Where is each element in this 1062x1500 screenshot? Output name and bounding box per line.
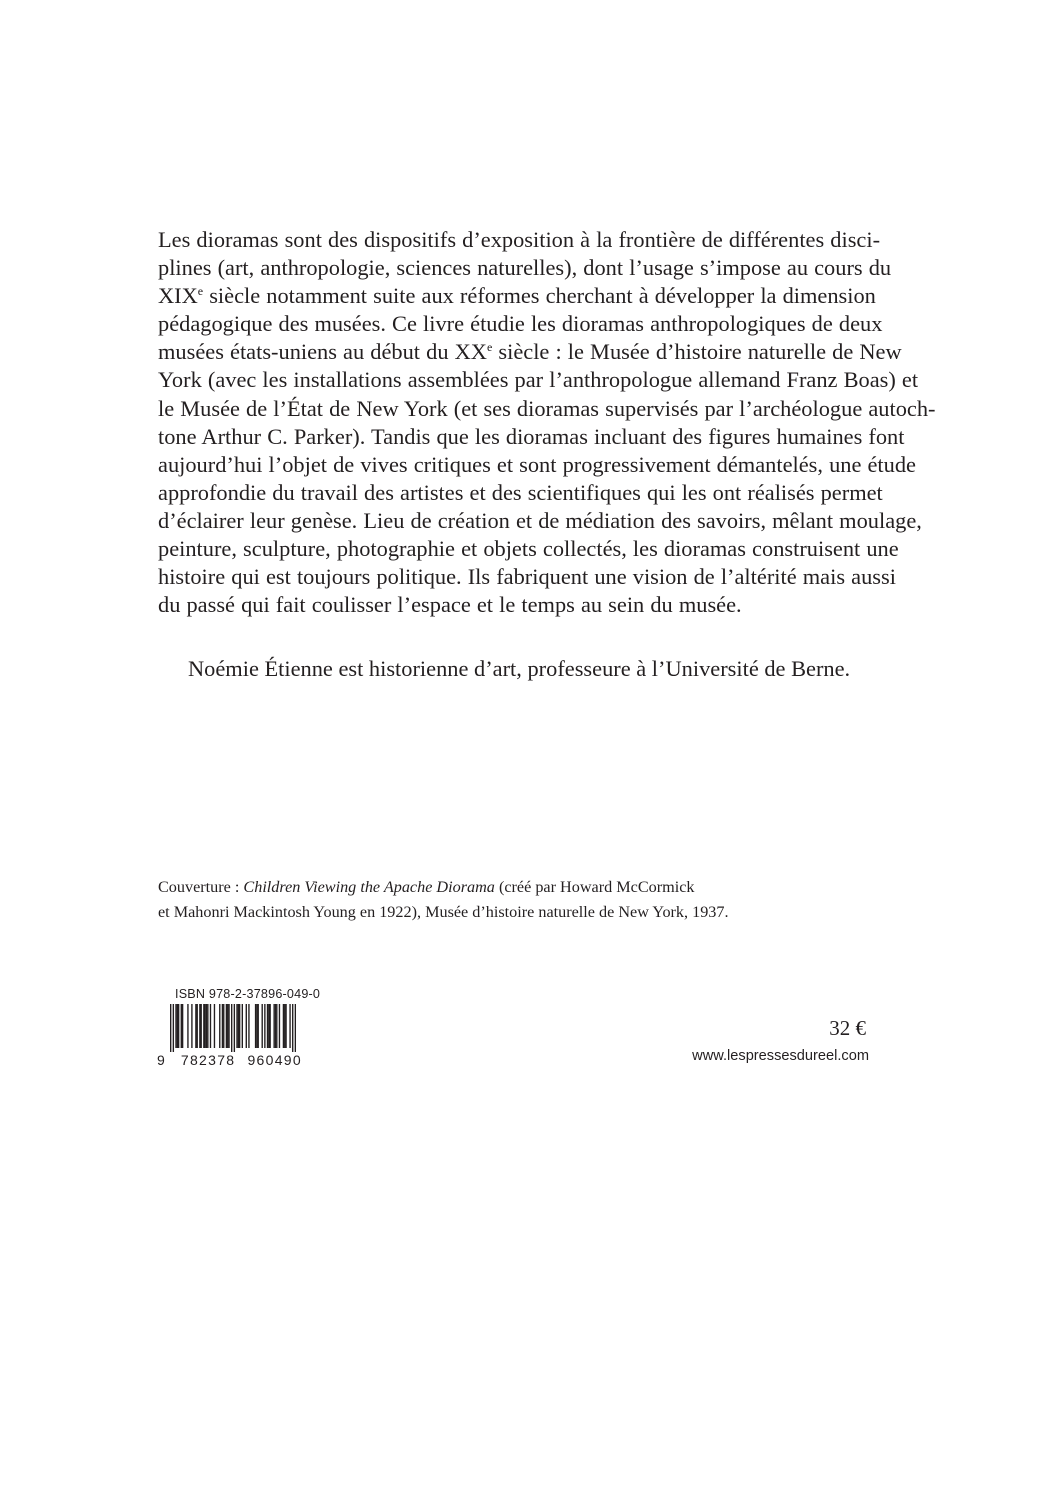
barcode-bar [219, 1004, 220, 1048]
barcode-bar [223, 1004, 224, 1048]
summary-line: musées états-uniens au début du XXe siècle : le Musée d’histoire naturelle de New [158, 339, 902, 365]
summary-line: approfondie du travail des artistes et des scientifiques qui les ont réalisés permet [158, 479, 883, 505]
summary-line: du passé qui fait coulisser l’espace et le temps au sein du musée. [158, 592, 742, 618]
barcode-bar [182, 1004, 183, 1048]
summary-line: peinture, sculpture, photographie et objets collectés, les dioramas construisent une [158, 536, 899, 562]
barcode-bar [227, 1004, 228, 1048]
summary-line: tone Arthur C. Parker). Tandis que les dioramas incluant des figures humaines font [158, 423, 905, 449]
barcode-bar [206, 1004, 207, 1048]
barcode-bar [234, 1004, 235, 1052]
barcode-bar [210, 1004, 211, 1048]
cover-credit-line: et Mahonri Mackintosh Young en 1922), Musée d’histoire naturelle de New York, 1937. [158, 903, 729, 921]
barcode-bar [283, 1004, 284, 1048]
barcode [170, 1004, 296, 1052]
barcode-bar [242, 1004, 243, 1048]
cover-credit [158, 875, 878, 925]
barcode-bar [231, 1004, 232, 1052]
barcode-bar [199, 1004, 200, 1048]
barcode-bar [238, 1004, 239, 1048]
barcode-digits [157, 1052, 302, 1068]
barcode-bar [203, 1004, 204, 1048]
barcode-bar [262, 1004, 263, 1048]
summary-line: d’éclairer leur genèse. Lieu de création et de médiation des savoirs, mêlant moulage, [158, 507, 922, 533]
barcode-bar [269, 1004, 270, 1048]
barcode-bar [197, 1004, 198, 1048]
barcode-bar [264, 1004, 265, 1048]
barcode-bar [170, 1004, 171, 1052]
isbn-label: ISBN 978-2-37896-049-0 [175, 987, 321, 1001]
cover-work-title: Children Viewing the Apache Diorama [243, 878, 495, 896]
barcode-bar [204, 1004, 205, 1048]
barcode-bar [279, 1004, 280, 1048]
barcode-bar [222, 1004, 223, 1048]
cover-credit-line: Couverture : Children Viewing the Apache Diorama (créé par Howard McCormick [158, 878, 695, 896]
summary-line: York (avec les installations assemblées par l’anthropologue allemand Franz Boas) et [158, 367, 919, 393]
summary-line: plines (art, anthropologie, sciences naturelles), dont l’usage s’impose au cours du [158, 255, 892, 281]
barcode-bar [268, 1004, 269, 1048]
barcode-bar [246, 1004, 247, 1048]
barcode-bar [201, 1004, 202, 1048]
barcode-bar [177, 1004, 178, 1048]
barcode-bar [267, 1004, 268, 1048]
barcode-bar [285, 1004, 286, 1048]
summary-line: pédagogique des musées. Ce livre étudie les dioramas anthropologiques de deux [158, 311, 883, 337]
barcode-bar [295, 1004, 296, 1052]
summary-line: aujourd’hui l’objet de vives critiques et sont progressivement démantelés, une étude [158, 451, 916, 477]
price: 32 € [829, 1016, 866, 1040]
summary-line: Les dioramas sont des dispositifs d’exposition à la frontière de différentes disci- [158, 227, 881, 252]
barcode-bar [258, 1004, 259, 1048]
barcode-bar [181, 1004, 182, 1048]
publisher-website: www.lespressesdureel.com [692, 1048, 869, 1064]
barcode-bar [276, 1004, 277, 1048]
barcode-bar [292, 1004, 293, 1052]
summary-line: histoire qui est toujours politique. Ils fabriquent une vision de l’altérité mais aussi [158, 564, 896, 590]
barcode-digit-group-right: 960490 [247, 1052, 302, 1068]
barcode-bar [207, 1004, 208, 1048]
barcode-bar [275, 1004, 276, 1048]
barcode-digit-first: 9 [157, 1052, 165, 1068]
barcode-bar [248, 1004, 249, 1048]
barcode-bar [289, 1004, 290, 1048]
barcode-bar [195, 1004, 196, 1048]
barcode-bar [284, 1004, 285, 1048]
barcode-bar [228, 1004, 229, 1048]
barcode-bar [256, 1004, 257, 1048]
barcode-digit-group-left: 782378 [180, 1052, 236, 1068]
barcode-bar [178, 1004, 179, 1048]
barcode-bar [214, 1004, 215, 1048]
barcode-bar [236, 1004, 237, 1048]
barcode-bar [187, 1004, 188, 1048]
barcode-bar [239, 1004, 240, 1048]
barcode-bar [191, 1004, 192, 1048]
barcode-bar [173, 1004, 174, 1052]
barcode-bar [273, 1004, 274, 1048]
author-bio: Noémie Étienne est historienne d’art, professeure à l’Université de Berne. [188, 656, 851, 681]
barcode-bar [255, 1004, 256, 1048]
back-cover-summary [158, 226, 936, 619]
summary-line: XIXe siècle notamment suite aux réformes cherchant à développer la dimension [158, 283, 876, 309]
barcode-bar [175, 1004, 176, 1048]
summary-line: le Musée de l’État de New York (et ses dioramas supervisés par l’archéologue autoch- [158, 395, 936, 421]
barcode-bar [226, 1004, 227, 1048]
